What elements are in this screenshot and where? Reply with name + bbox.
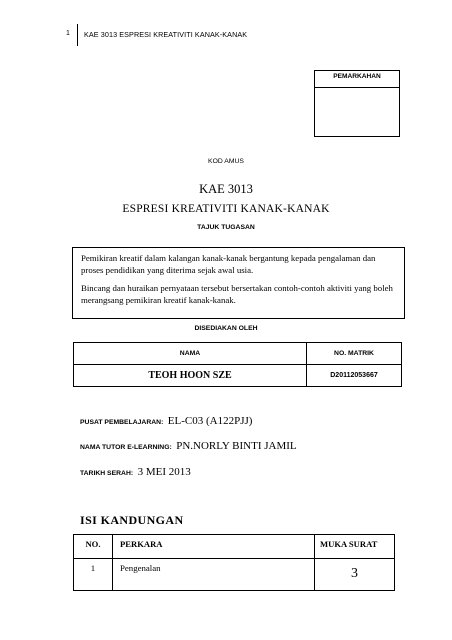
student-matric: D20112053667 [307,365,402,387]
assignment-title-label: TAJUK TUGASAN [197,224,255,231]
header-divider [77,24,78,46]
learning-centre-line [80,411,252,429]
student-name: TEOH HOON SZE [74,365,307,387]
column-header-muka-surat: MUKA SURAT [315,535,395,559]
column-header-name: NAMA [74,343,307,365]
assignment-paragraph-2: Bincang dan huraikan pernyataan tersebut bersertakan contoh-contoh aktiviti yang boleh merangsang pemikiran kreatif kanak-kanak. [81,283,393,305]
course-name: ESPRESI KREATIVITI KANAK-KANAK [122,203,330,215]
student-table [73,342,402,387]
column-header-perkara: PERKARA [113,535,315,559]
row-perkara: Pengenalan [113,559,315,591]
marking-divider [315,87,399,88]
tutor-value: PN.NORLY BINTI JAMIL [176,440,297,452]
column-header-matric: NO. MATRIK [307,343,402,365]
submission-date-line [80,462,191,480]
submission-date-label: TARIKH SERAH: [80,470,134,477]
learning-centre-label: PUSAT PEMBELAJARAN: [80,419,164,426]
assignment-box [72,247,405,319]
tutor-line [80,436,297,454]
prepared-by-label: DISEDIAKAN OLEH [194,325,258,332]
assignment-paragraph-1: Pemikiran kreatif dalam kalangan kanak-kanak bergantung kepada pengalaman dan proses pendidikan yang diterima sejak awal usia. [81,253,376,275]
header-title: KAE 3013 ESPRESI KREATIVITI KANAK-KANAK [84,30,248,39]
marking-label: PEMARKAHAN [333,73,381,80]
table-header-row [74,343,402,365]
course-code: KAE 3013 [199,182,253,196]
contents-table [73,534,395,591]
row-number: 1 [74,559,113,591]
contents-heading: ISI KANDUNGAN [80,513,184,527]
submission-date-value: 3 MEI 2013 [137,466,191,478]
tutor-label: NAMA TUTOR E-LEARNING: [80,444,172,451]
row-page-number: 3 [315,559,395,591]
page-number: 1 [66,30,70,37]
column-header-no: NO. [74,535,113,559]
table-row [74,559,395,591]
table-row [74,365,402,387]
kod-amus-label: KOD AMUS [208,158,244,165]
marking-box [314,70,400,137]
table-header-row [74,535,395,559]
learning-centre-value: EL-C03 (A122PJJ) [167,415,253,427]
